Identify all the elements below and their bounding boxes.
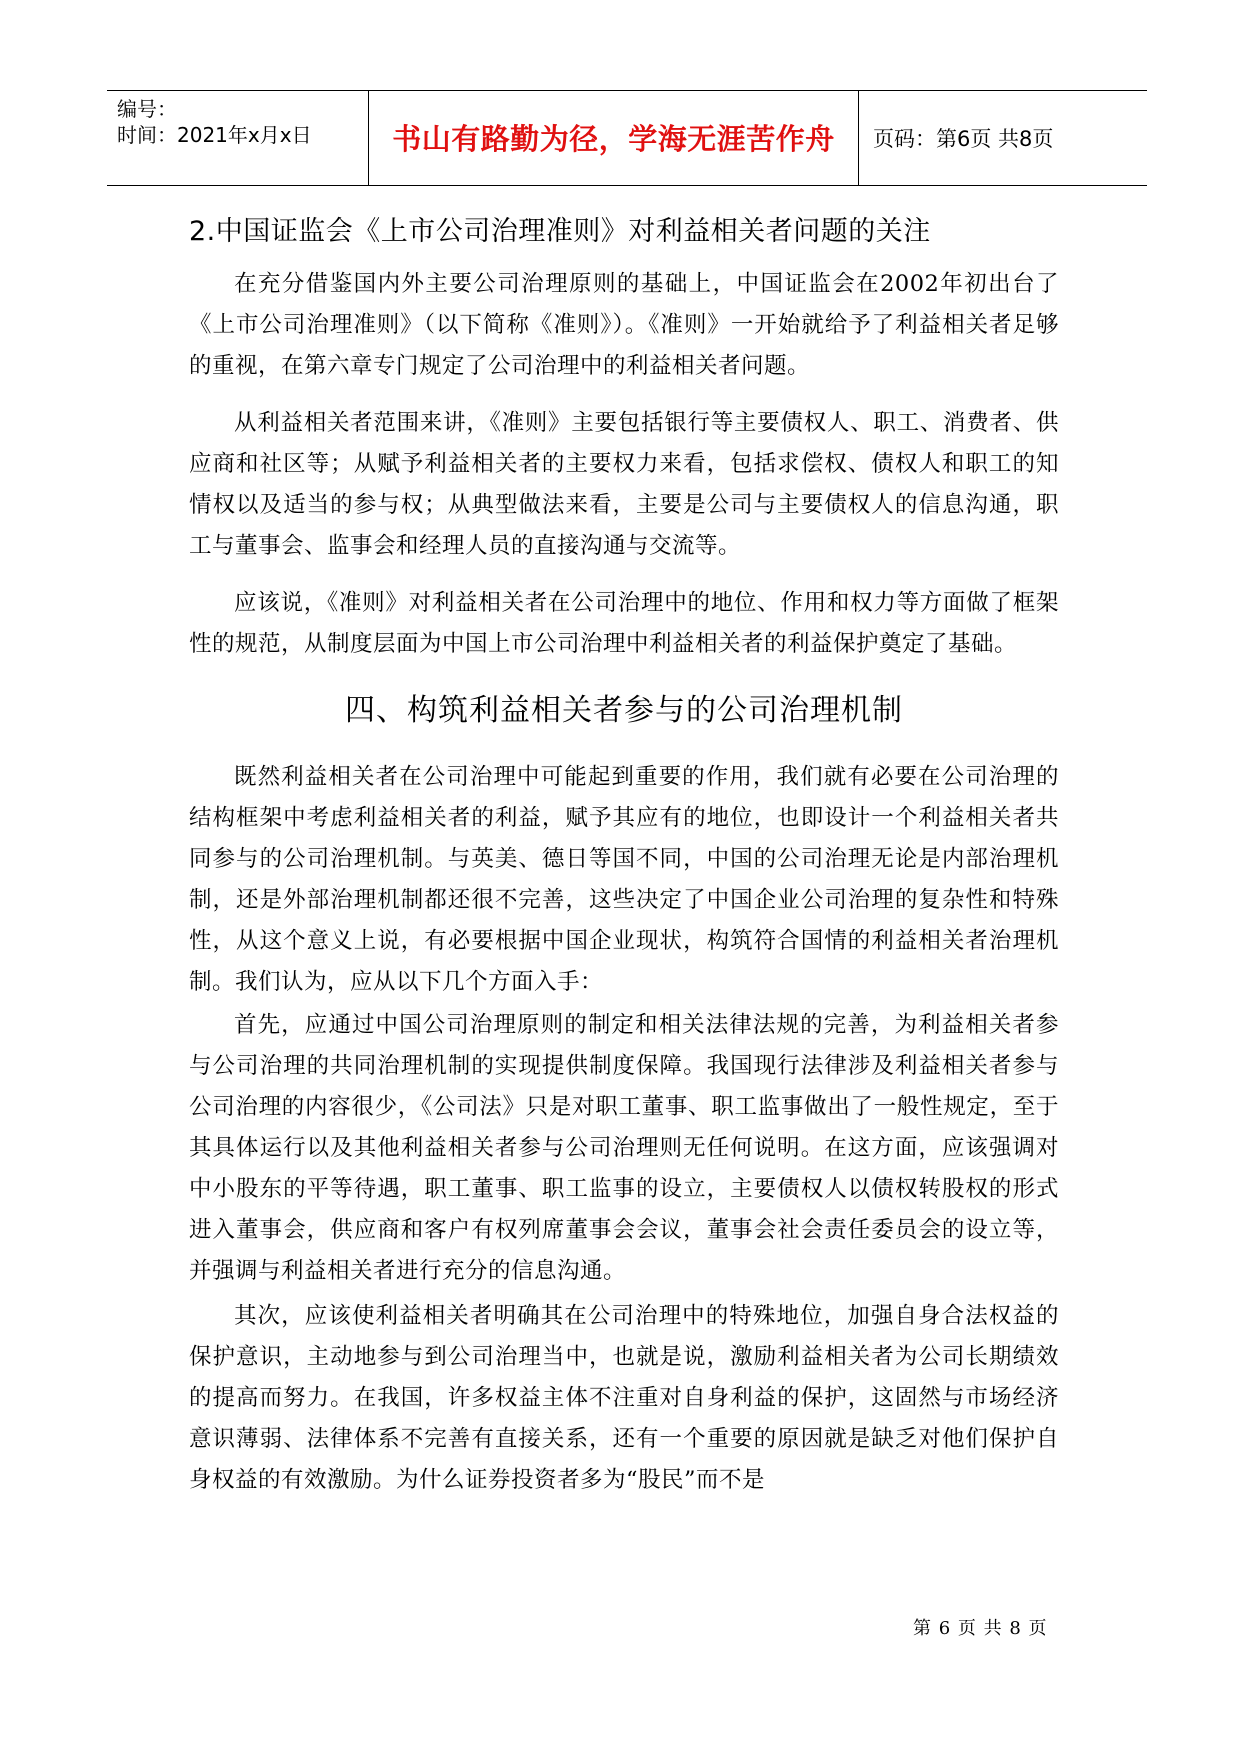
section-heading: 2.中国证监会《上市公司治理准则》对利益相关者问题的关注 xyxy=(189,216,931,247)
header-motto: 书山有路勤为径，学海无涯苦作舟 xyxy=(392,121,835,156)
document-number-label: 编号： xyxy=(117,97,177,121)
document-body xyxy=(189,212,1059,1517)
paragraph: 在充分借鉴国内外主要公司治理原则的基础上，中国证监会在2002年初出台了《上市公司治理准则》（以下简称《准则》）。《准则》一开始就给予了利益相关者足够的重视，在第六章专门规定了公司治理中的利益相关者问题。 xyxy=(189,271,1059,379)
paragraph: 应该说，《准则》对利益相关者在公司治理中的地位、作用和权力等方面做了框架性的规范，从制度层面为中国上市公司治理中利益相关者的利益保护奠定了基础。 xyxy=(189,590,1059,657)
header-page-info: 页码：第6页 共8页 xyxy=(873,127,1054,151)
header-page-cell xyxy=(859,91,1147,185)
page-footer: 第 6 页 共 8 页 xyxy=(913,1618,1048,1639)
page-header xyxy=(107,90,1147,186)
paragraph: 从利益相关者范围来讲，《准则》主要包括银行等主要债权人、职工、消费者、供应商和社区等；从赋予利益相关者的主要权力来看，包括求偿权、债权人和职工的知情权以及适当的参与权；从典型做法来看，主要是公司与主要债权人的信息沟通，职工与董事会、监事会和经理人员的直接沟通与交流等。 xyxy=(189,410,1059,559)
header-motto-cell xyxy=(369,91,859,185)
document-time: 时间：2021年x月x日 xyxy=(117,123,312,147)
paragraph: 既然利益相关者在公司治理中可能起到重要的作用，我们就有必要在公司治理的结构框架中考虑利益相关者的利益，赋予其应有的地位，也即设计一个利益相关者共同参与的公司治理机制。与英美、德日等国不同，中国的公司治理无论是内部治理机制，还是外部治理机制都还很不完善，这些决定了中国企业公司治理的复杂性和特殊性，从这个意义上说，有必要根据中国企业现状，构筑符合国情的利益相关者治理机制。我们认为，应从以下几个方面入手： xyxy=(189,764,1059,995)
chapter-heading: 四、构筑利益相关者参与的公司治理机制 xyxy=(345,693,903,728)
paragraph: 其次，应该使利益相关者明确其在公司治理中的特殊地位，加强自身合法权益的保护意识，主动地参与到公司治理当中，也就是说，激励利益相关者为公司长期绩效的提高而努力。在我国，许多权益主体不注重对自身利益的保护，这固然与市场经济意识薄弱、法律体系不完善有直接关系，还有一个重要的原因就是缺乏对他们保护自身权益的有效激励。为什么证券投资者多为“股民”而不是 xyxy=(189,1303,1059,1493)
header-meta xyxy=(107,91,369,185)
paragraph: 首先，应通过中国公司治理原则的制定和相关法律法规的完善，为利益相关者参与公司治理的共同治理机制的实现提供制度保障。我国现行法律涉及利益相关者参与公司治理的内容很少，《公司法》只是对职工董事、职工监事做出了一般性规定，至于其具体运行以及其他利益相关者参与公司治理则无任何说明。在这方面，应该强调对中小股东的平等待遇，职工董事、职工监事的设立，主要债权人以债权转股权的形式进入董事会，供应商和客户有权列席董事会会议，董事会社会责任委员会的设立等，并强调与利益相关者进行充分的信息沟通。 xyxy=(189,1012,1059,1284)
